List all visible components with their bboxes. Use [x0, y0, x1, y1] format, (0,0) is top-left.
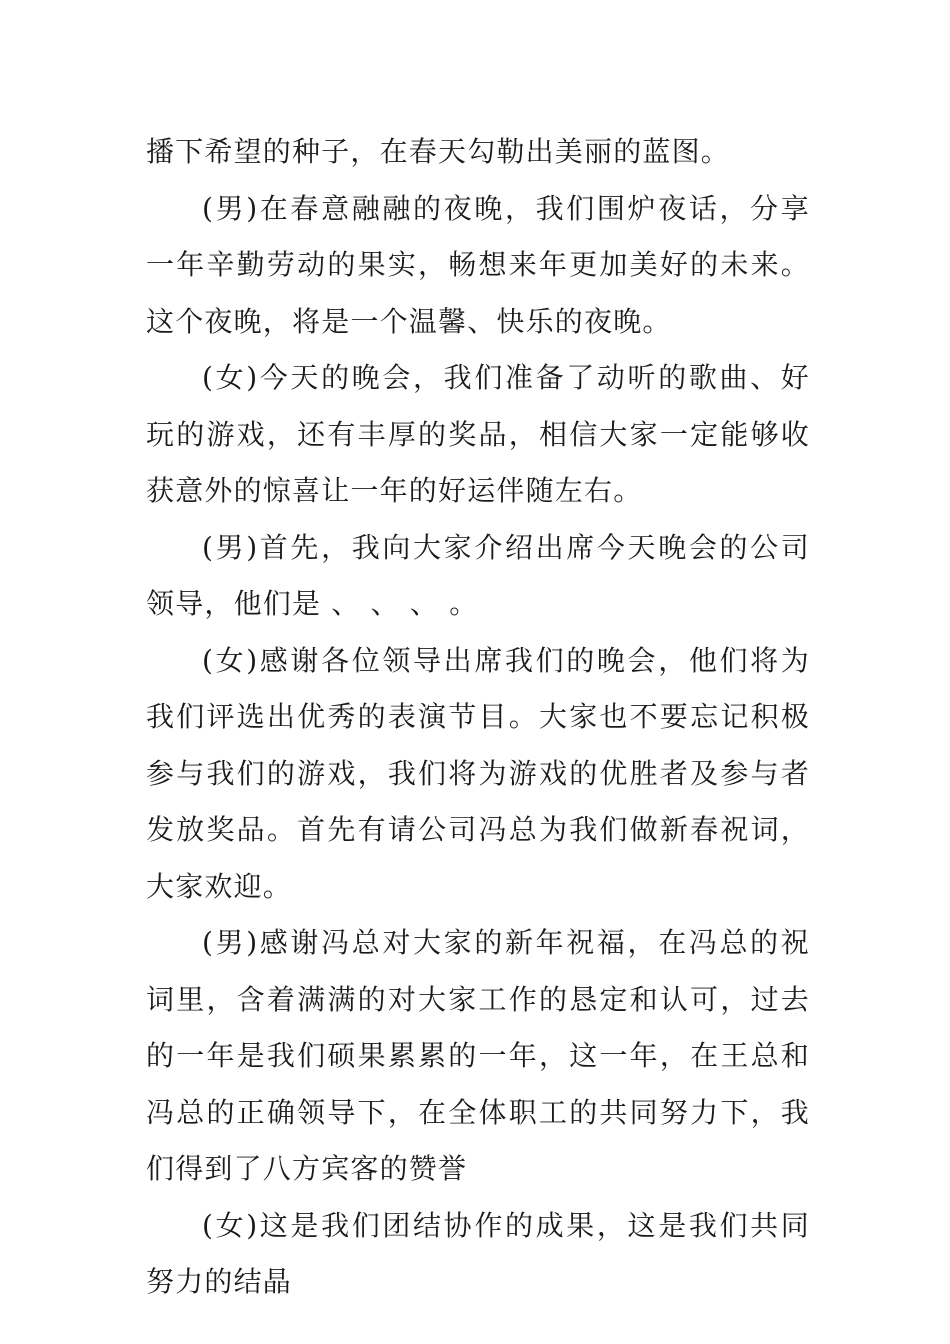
paragraph-6: (男)感谢冯总对大家的新年祝福，在冯总的祝词里，含着满满的对大家工作的恳定和认可，过去的一年是我们硕果累累的一年，这一年，在王总和冯总的正确领导下，在全体职工的共同努力下，我们得到了八方宾客的赞誉 — [146, 926, 810, 1185]
document-body — [146, 124, 810, 1311]
paragraph-7: (女)这是我们团结协作的成果，这是我们共同努力的结晶 — [146, 1208, 810, 1298]
paragraph-2: (男)在春意融融的夜晚，我们围炉夜话，分享一年辛勤劳动的果实，畅想来年更加美好的未来。这个夜晚，将是一个温馨、快乐的夜晚。 — [146, 191, 810, 338]
paragraph-1: 播下希望的种子，在春天勾勒出美丽的蓝图。 — [146, 135, 731, 168]
paragraph-4: (男)首先，我向大家介绍出席今天晚会的公司领导，他们是 、 、 、 。 — [146, 530, 810, 620]
paragraph-3: (女)今天的晚会，我们准备了动听的歌曲、好玩的游戏，还有丰厚的奖品，相信大家一定能够收获意外的惊喜让一年的好运伴随左右。 — [146, 361, 810, 507]
paragraph-5: (女)感谢各位领导出席我们的晚会，他们将为我们评选出优秀的表演节目。大家也不要忘记积极参与我们的游戏，我们将为游戏的优胜者及参与者发放奖品。首先有请公司冯总为我们做新春祝词，大家欢迎。 — [146, 643, 810, 903]
